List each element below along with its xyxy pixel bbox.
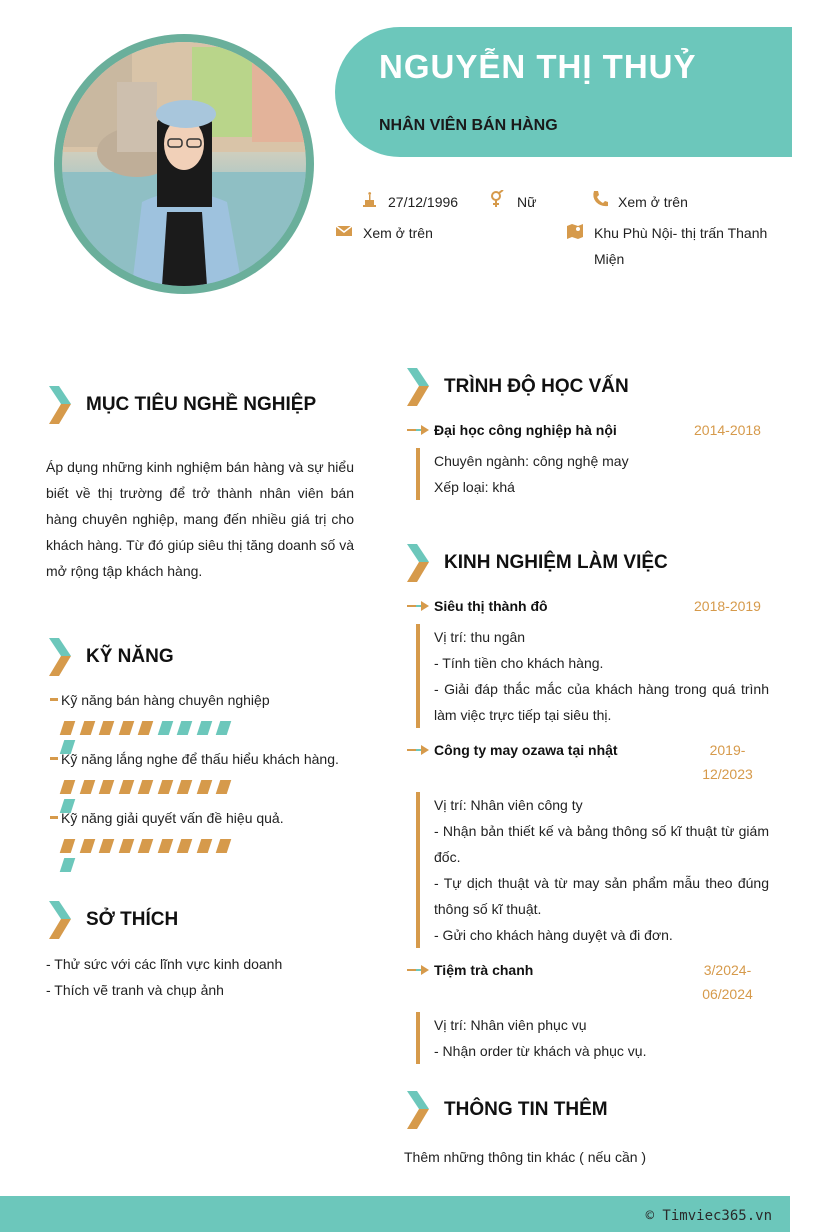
skill-label: Kỹ năng lắng nghe để thấu hiểu khách hàng. (61, 751, 339, 767)
experience-line: - Giải đáp thắc mắc của khách hàng trong quá trình làm việc trực tiếp tại siêu thị. (434, 681, 769, 723)
footer-bar (0, 1196, 790, 1232)
skill-rating-segment (60, 780, 76, 794)
skill-rating-segment (60, 858, 76, 872)
skill-rating-segment (216, 839, 232, 853)
skill-rating-segment (196, 839, 212, 853)
arrow-bullet-icon (407, 601, 429, 611)
extra-info-text: Thêm những thông tin khác ( nếu cần ) (404, 1149, 647, 1165)
experience-line: Vị trí: Nhân viên phục vụ (434, 1017, 587, 1033)
skill-rating-segment (99, 839, 115, 853)
experience-details (434, 1012, 769, 1064)
section-title-extra: THÔNG TIN THÊM (444, 1099, 608, 1120)
education-line: Chuyên ngành: công nghệ may (434, 453, 629, 469)
skill-rating-segment (79, 839, 95, 853)
chevron-section-icon (47, 636, 73, 678)
hobby-item: - Thử sức với các lĩnh vực kinh doanh (46, 956, 283, 972)
profile-photo-frame (54, 34, 314, 294)
skill-rating-segment (99, 721, 115, 735)
skill-label: Kỹ năng giải quyết vấn đề hiệu quả. (61, 810, 284, 826)
address-line-1: Khu Phù Nội- thị trấn Thanh (594, 225, 768, 241)
skill-rating-segment (157, 780, 173, 794)
entry-accent-bar (416, 448, 420, 500)
entry-accent-bar (416, 792, 420, 948)
skill-rating-segment (79, 780, 95, 794)
experience-line: Vị trí: Nhân viên công ty (434, 797, 583, 813)
entry-accent-bar (416, 624, 420, 728)
experience-date-line: 2019- (709, 742, 746, 758)
skill-rating-segment (60, 721, 76, 735)
job-title: NHÂN VIÊN BÁN HÀNG (379, 117, 558, 134)
experience-line: - Nhận order từ khách và phục vụ. (434, 1043, 647, 1059)
phone-icon (591, 190, 609, 208)
hobby-item: - Thích vẽ tranh và chụp ảnh (46, 982, 224, 998)
chevron-section-icon (405, 1089, 431, 1131)
arrow-bullet-icon (407, 965, 429, 975)
skill-rating-segment (157, 839, 173, 853)
education-date: 2014-2018 (694, 422, 761, 438)
skill-rating-segment (79, 721, 95, 735)
skill-rating-segment (196, 780, 212, 794)
skill-rating-segment (138, 780, 154, 794)
section-title-education: TRÌNH ĐỘ HỌC VẤN (444, 376, 629, 397)
experience-details (434, 792, 769, 948)
skill-bullet (50, 757, 58, 760)
candidate-name: NGUYỄN THỊ THUỶ (379, 48, 697, 85)
experience-line: - Gửi cho khách hàng duyệt và đi đơn. (434, 927, 673, 943)
gender-icon (488, 190, 506, 208)
profile-photo (62, 42, 306, 286)
experience-details (434, 624, 769, 728)
education-line: Xếp loại: khá (434, 479, 515, 495)
skill-rating-segment (196, 721, 212, 735)
experience-line: Vị trí: thu ngân (434, 629, 526, 645)
skill-bullet (50, 698, 58, 701)
skill-rating-segment (118, 839, 134, 853)
chevron-section-icon (47, 384, 73, 426)
skill-rating-segment (118, 721, 134, 735)
entry-accent-bar (416, 1012, 420, 1064)
experience-date-line: 06/2024 (702, 986, 753, 1002)
experience-date: 2018-2019 (694, 598, 761, 614)
experience-line: - Tính tiền cho khách hàng. (434, 655, 604, 671)
gender: Nữ (517, 194, 537, 210)
section-title-hobbies: SỞ THÍCH (86, 909, 179, 930)
birthday: 27/12/1996 (388, 194, 459, 210)
chevron-section-icon (405, 366, 431, 408)
experience-company: Siêu thị thành đô (434, 598, 548, 614)
experience-company: Tiệm trà chanh (434, 962, 534, 978)
phone: Xem ở trên (618, 194, 688, 210)
address-line-2: Miện (594, 251, 625, 267)
name-banner (335, 27, 792, 157)
mail-icon (335, 222, 353, 240)
skill-rating-segment (157, 721, 173, 735)
education-school: Đại học công nghiệp hà nội (434, 422, 617, 438)
birthday-cake-icon (360, 190, 378, 208)
skill-rating-segment (216, 780, 232, 794)
skill-rating-segment (118, 780, 134, 794)
experience-date (690, 738, 765, 786)
education-details (434, 448, 769, 500)
skill-rating-bar (62, 780, 252, 794)
skill-rating-segment (60, 839, 76, 853)
skill-rating-segment (216, 721, 232, 735)
chevron-section-icon (405, 542, 431, 584)
section-title-experience: KINH NGHIỆM LÀM VIỆC (444, 552, 668, 573)
arrow-bullet-icon (407, 425, 429, 435)
photo-illustration (62, 42, 306, 286)
map-pin-icon (566, 222, 584, 240)
skill-label: Kỹ năng bán hàng chuyên nghiệp (61, 692, 270, 708)
skill-rating-bar (62, 721, 252, 735)
skill-rating-segment (177, 839, 193, 853)
experience-date-line: 12/2023 (702, 766, 753, 782)
address (594, 220, 774, 272)
section-title-objective: MỤC TIÊU NGHỀ NGHIỆP (86, 394, 317, 415)
section-title-skills: KỸ NĂNG (86, 646, 174, 667)
chevron-section-icon (47, 899, 73, 941)
footer-copyright: © Timviec365.vn (645, 1208, 772, 1224)
arrow-bullet-icon (407, 745, 429, 755)
skill-rating-bar (62, 839, 252, 853)
skill-rating-segment (177, 721, 193, 735)
experience-date-line: 3/2024- (703, 962, 752, 978)
email: Xem ở trên (363, 225, 433, 241)
skill-rating-segment (177, 780, 193, 794)
experience-line: - Tự dịch thuật và từ may sản phẩm mẫu theo đúng thông số kĩ thuật. (434, 875, 769, 917)
skill-rating-segment (99, 780, 115, 794)
experience-line: - Nhận bản thiết kế và bảng thông số kĩ thuật từ giám đốc. (434, 823, 769, 865)
skill-rating-segment (138, 839, 154, 853)
skill-rating-segment (138, 721, 154, 735)
objective-text: Áp dụng những kinh nghiệm bán hàng và sự hiểu biết về thị trường để trở thành nhân viên bán hàng chuyên nghiệp, mang đến nhiều giá trị cho khách hàng. Từ đó giúp siêu thị tăng doanh số và mở rộng tập khách hàng. (46, 459, 354, 579)
experience-company: Công ty may ozawa tại nhật (434, 742, 618, 758)
experience-date (690, 958, 765, 1006)
skill-bullet (50, 816, 58, 819)
